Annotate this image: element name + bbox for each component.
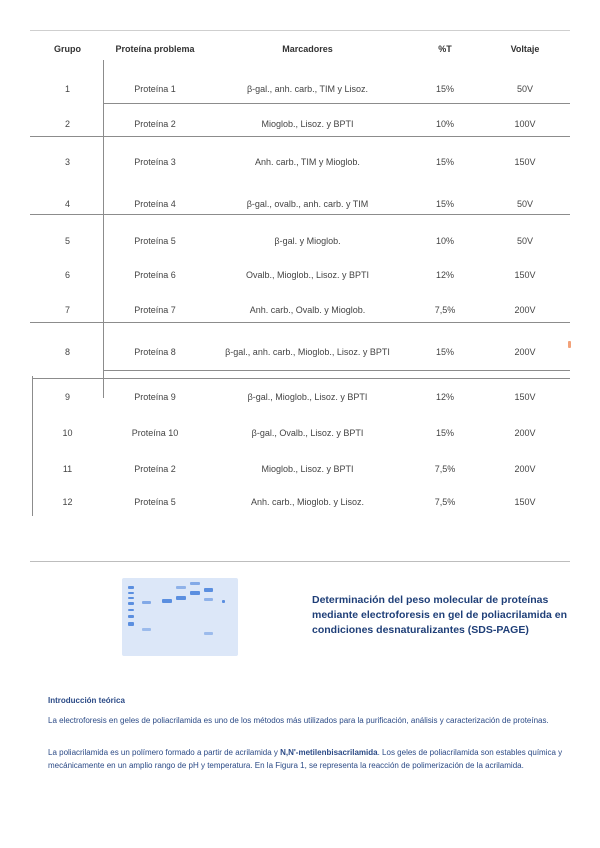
cell-proteina: Proteína 10 bbox=[131, 428, 179, 438]
header-voltaje: Voltaje bbox=[510, 44, 540, 54]
cell-t: 7,5% bbox=[434, 497, 456, 507]
row-divider bbox=[103, 370, 570, 371]
cell-proteina: Proteína 2 bbox=[134, 464, 176, 474]
section-divider bbox=[30, 561, 570, 562]
intro-paragraph-2 bbox=[48, 746, 572, 772]
cell-marcadores: Mioglob., Lisoz. y BPTI bbox=[261, 119, 354, 129]
column-divider-upper bbox=[103, 60, 104, 398]
cell-marcadores: Anh. carb., TIM y Mioglob. bbox=[255, 157, 360, 167]
cell-proteina: Proteína 2 bbox=[134, 119, 176, 129]
cell-voltaje: 100V bbox=[514, 119, 536, 129]
cell-grupo: 3 bbox=[64, 157, 70, 167]
intro-heading: Introducción teórica bbox=[48, 696, 125, 705]
cell-proteina: Proteína 8 bbox=[134, 347, 176, 357]
cell-grupo: 1 bbox=[64, 84, 70, 94]
column-divider-lower bbox=[32, 376, 33, 516]
cell-grupo: 10 bbox=[62, 428, 73, 438]
header-marcadores: Marcadores bbox=[282, 44, 333, 54]
cell-marcadores: β-gal. y Mioglob. bbox=[274, 236, 341, 246]
cell-marcadores: Mioglob., Lisoz. y BPTI bbox=[261, 464, 354, 474]
page-edge-mark bbox=[568, 341, 571, 348]
cell-voltaje: 50V bbox=[516, 84, 533, 94]
cell-t: 15% bbox=[435, 84, 454, 94]
p2-part-c: . Los geles de poliacrilamida son estables química y mecánicamente en un amplio rango de pH y temperatura. En la Figura 1, se representa la reacción de polimerización de la acrilamida. bbox=[48, 748, 563, 770]
sds-page-gel-image bbox=[122, 578, 238, 656]
cell-voltaje: 200V bbox=[514, 347, 536, 357]
cell-voltaje: 150V bbox=[514, 497, 536, 507]
row-divider bbox=[30, 214, 570, 215]
p2-bold-term: N,N'-metilenbisacrilamida bbox=[280, 748, 378, 757]
cell-marcadores: Anh. carb., Ovalb. y Mioglob. bbox=[249, 305, 366, 315]
cell-marcadores: β-gal., anh. carb., TIM y Lisoz. bbox=[246, 84, 369, 94]
cell-proteina: Proteína 3 bbox=[134, 157, 176, 167]
cell-t: 7,5% bbox=[434, 305, 456, 315]
row-divider bbox=[32, 378, 570, 379]
cell-t: 15% bbox=[435, 157, 454, 167]
cell-proteina: Proteína 1 bbox=[134, 84, 176, 94]
header-proteina: Proteína problema bbox=[115, 44, 195, 54]
cell-t: 10% bbox=[435, 119, 454, 129]
cell-grupo: 5 bbox=[64, 236, 70, 246]
table-top-border bbox=[30, 30, 570, 31]
cell-proteina: Proteína 6 bbox=[134, 270, 176, 280]
cell-proteina: Proteína 7 bbox=[134, 305, 176, 315]
cell-voltaje: 200V bbox=[514, 428, 536, 438]
cell-grupo: 9 bbox=[64, 392, 70, 402]
cell-marcadores: Anh. carb., Mioglob. y Lisoz. bbox=[250, 497, 365, 507]
cell-t: 15% bbox=[435, 347, 454, 357]
cell-grupo: 7 bbox=[64, 305, 70, 315]
cell-t: 15% bbox=[435, 428, 454, 438]
cell-grupo: 2 bbox=[64, 119, 70, 129]
cell-voltaje: 150V bbox=[514, 270, 536, 280]
row-divider bbox=[30, 322, 570, 323]
cell-proteina: Proteína 5 bbox=[134, 497, 176, 507]
cell-voltaje: 150V bbox=[514, 392, 536, 402]
cell-marcadores: β-gal., Ovalb., Lisoz. y BPTI bbox=[251, 428, 364, 438]
intro-paragraph-1: La electroforesis en geles de poliacrilamida es uno de los métodos más utilizados para la purificación, análisis y caracterización de proteínas. bbox=[48, 716, 549, 725]
cell-marcadores: β-gal., anh. carb., Mioglob., Lisoz. y BPTI bbox=[225, 347, 390, 357]
cell-grupo: 4 bbox=[64, 199, 70, 209]
cell-t: 7,5% bbox=[434, 464, 456, 474]
cell-t: 10% bbox=[435, 236, 454, 246]
section-title: Determinación del peso molecular de proteínas mediante electroforesis en gel de poliacrilamida en condiciones desnaturalizantes (SDS-PAGE) bbox=[312, 594, 568, 636]
cell-grupo: 12 bbox=[62, 497, 73, 507]
cell-proteina: Proteína 4 bbox=[134, 199, 176, 209]
cell-proteina: Proteína 9 bbox=[134, 392, 176, 402]
cell-t: 15% bbox=[435, 199, 454, 209]
cell-voltaje: 200V bbox=[514, 305, 536, 315]
cell-grupo: 6 bbox=[64, 270, 70, 280]
cell-voltaje: 50V bbox=[516, 199, 533, 209]
cell-marcadores: β-gal., ovalb., anh. carb. y TIM bbox=[246, 199, 369, 209]
row-divider bbox=[103, 103, 570, 104]
cell-voltaje: 50V bbox=[516, 236, 533, 246]
cell-marcadores: Ovalb., Mioglob., Lisoz. y BPTI bbox=[245, 270, 370, 280]
cell-proteina: Proteína 5 bbox=[134, 236, 176, 246]
cell-voltaje: 200V bbox=[514, 464, 536, 474]
cell-marcadores: β-gal., Mioglob., Lisoz. y BPTI bbox=[247, 392, 368, 402]
cell-grupo: 11 bbox=[62, 464, 73, 474]
header-grupo: Grupo bbox=[54, 44, 81, 54]
p2-part-a: La poliacrilamida es un polímero formado a partir de acrilamida y bbox=[48, 748, 281, 757]
cell-voltaje: 150V bbox=[514, 157, 536, 167]
cell-t: 12% bbox=[435, 392, 454, 402]
header-t: %T bbox=[438, 44, 452, 54]
cell-t: 12% bbox=[435, 270, 454, 280]
cell-grupo: 8 bbox=[64, 347, 70, 357]
row-divider bbox=[30, 136, 570, 137]
